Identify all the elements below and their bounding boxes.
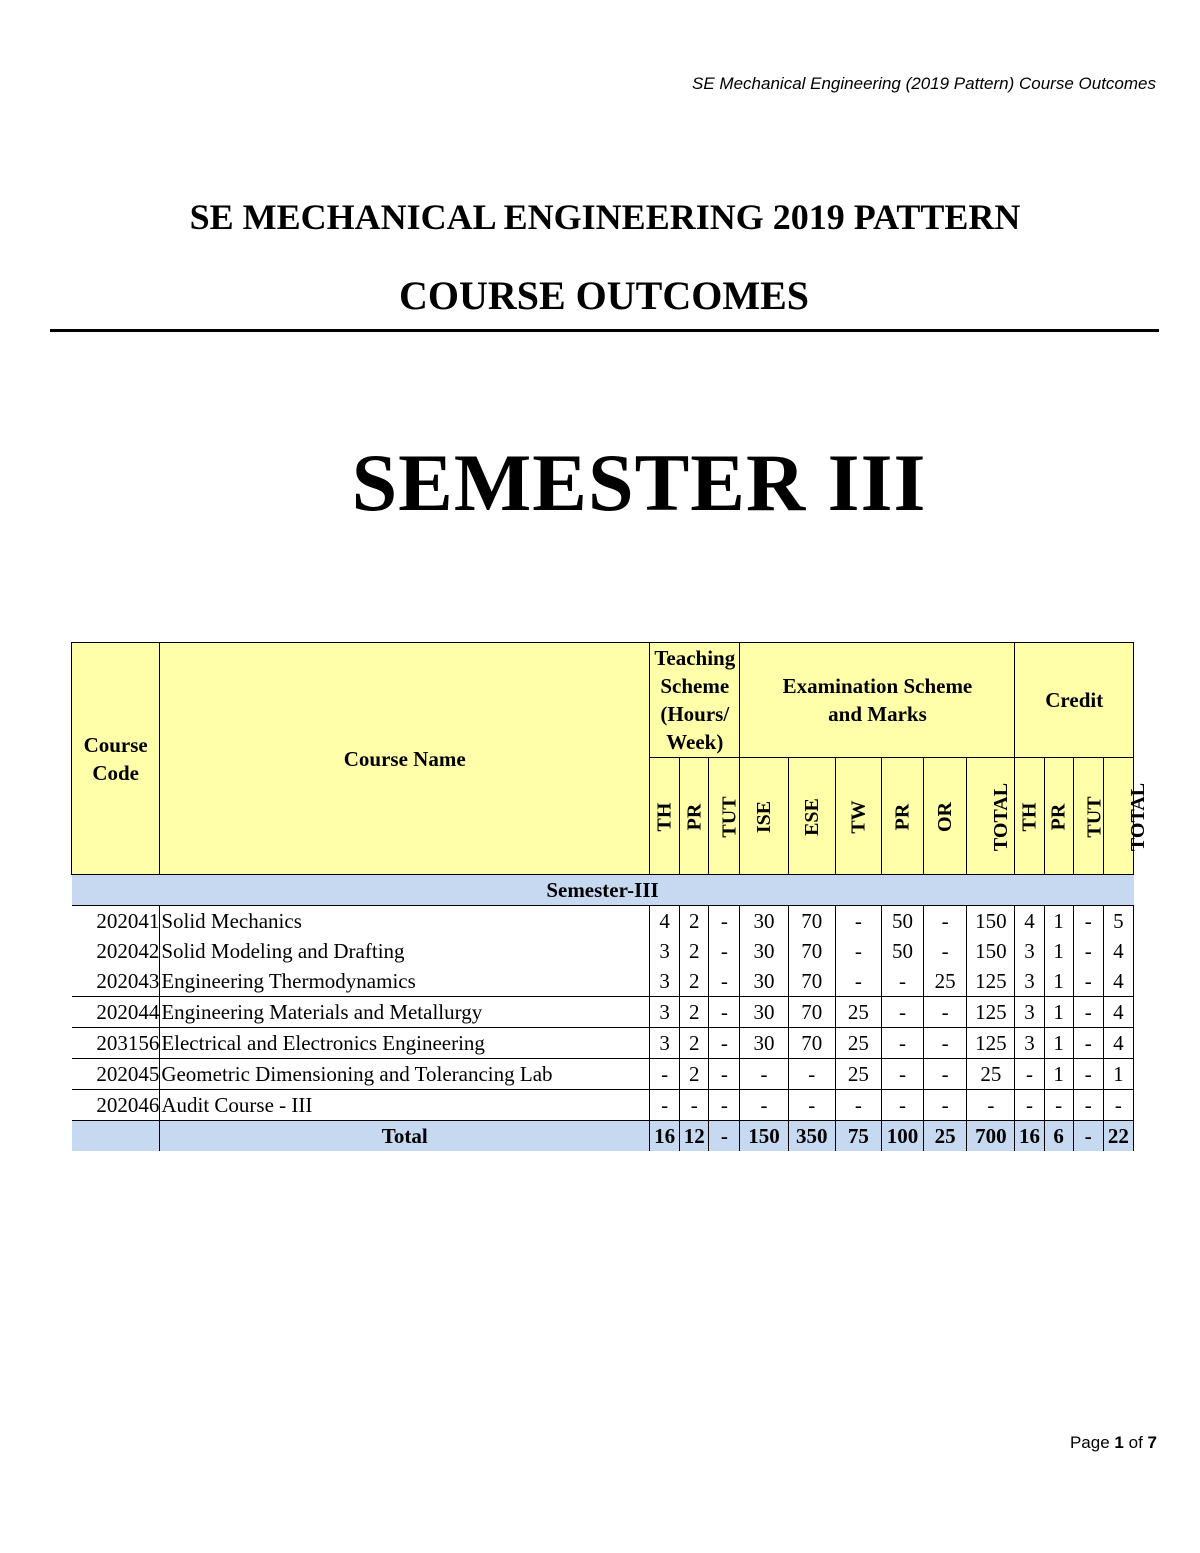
course-name: Engineering Materials and Metallurgy <box>160 997 650 1028</box>
total-cell: 75 <box>835 1121 881 1152</box>
course-name: Geometric Dimensioning and Tolerancing Lab <box>160 1059 650 1090</box>
total-cell: 16 <box>650 1121 680 1152</box>
course-code: 202043 <box>72 966 160 997</box>
course-code: 202044 <box>72 997 160 1028</box>
table-cell: 30 <box>740 966 788 997</box>
table-row <box>72 906 1134 937</box>
total-cell: 100 <box>881 1121 923 1152</box>
table-cell: - <box>881 997 923 1028</box>
table-cell: 70 <box>788 966 835 997</box>
table-cell: 1 <box>1044 936 1073 966</box>
table-cell: - <box>740 1059 788 1090</box>
total-cell: 12 <box>680 1121 709 1152</box>
table-cell: 150 <box>967 906 1015 937</box>
table-cell: 3 <box>650 1028 680 1059</box>
table-cell: 3 <box>1015 997 1044 1028</box>
table-cell: 4 <box>1103 997 1133 1028</box>
total-cell: - <box>1073 1121 1103 1152</box>
table-cell: 25 <box>924 966 967 997</box>
table-cell: - <box>835 1090 881 1121</box>
total-code-cell <box>72 1121 160 1152</box>
table-cell: 2 <box>680 906 709 937</box>
table-cell: - <box>1073 997 1103 1028</box>
table-cell: 4 <box>1103 936 1133 966</box>
table-cell: - <box>650 1059 680 1090</box>
total-cell: 25 <box>924 1121 967 1152</box>
table-cell: 2 <box>680 1028 709 1059</box>
table-cell: 70 <box>788 936 835 966</box>
total-cell: 22 <box>1103 1121 1133 1152</box>
table-cell: 30 <box>740 1028 788 1059</box>
table-cell: 150 <box>967 936 1015 966</box>
table-cell: - <box>835 906 881 937</box>
table-cell: 30 <box>740 997 788 1028</box>
header-teaching-th: TH <box>650 758 680 875</box>
table-cell: - <box>709 1028 740 1059</box>
table-cell: - <box>924 906 967 937</box>
table-cell: 25 <box>967 1059 1015 1090</box>
header-credit-th: TH <box>1015 758 1044 875</box>
table-cell: - <box>709 1090 740 1121</box>
header-exam-or: OR <box>924 758 967 875</box>
total-cell: 16 <box>1015 1121 1044 1152</box>
table-row <box>72 1090 1134 1121</box>
table-cell: - <box>924 997 967 1028</box>
table-cell: 1 <box>1044 1028 1073 1059</box>
table-cell: 125 <box>967 1028 1015 1059</box>
table-cell: - <box>1103 1090 1133 1121</box>
total-cell: 350 <box>788 1121 835 1152</box>
table-cell: 50 <box>881 906 923 937</box>
header-exam-ise: ISE <box>740 758 788 875</box>
table-cell: - <box>788 1059 835 1090</box>
document-subtitle: COURSE OUTCOMES <box>398 273 810 318</box>
table-cell: 70 <box>788 1028 835 1059</box>
table-cell: - <box>1073 936 1103 966</box>
header-exam-total: TOTAL <box>967 758 1015 875</box>
header-teaching-tut: TUT <box>709 758 740 875</box>
total-label: Total <box>160 1121 650 1152</box>
header-exam-scheme: Examination Scheme and Marks <box>740 643 1015 758</box>
table-cell: 1 <box>1044 997 1073 1028</box>
table-cell: - <box>709 1059 740 1090</box>
header-exam-ese: ESE <box>788 758 835 875</box>
table-cell: - <box>835 936 881 966</box>
table-cell: - <box>835 966 881 997</box>
table-cell: - <box>881 1028 923 1059</box>
table-cell: - <box>680 1090 709 1121</box>
table-cell: - <box>709 936 740 966</box>
table-cell: 25 <box>835 1028 881 1059</box>
table-cell: 2 <box>680 1059 709 1090</box>
table-cell: - <box>924 1059 967 1090</box>
table-cell: - <box>1073 1059 1103 1090</box>
table-cell: 4 <box>650 906 680 937</box>
table-cell: 3 <box>1015 966 1044 997</box>
table-cell: 50 <box>881 936 923 966</box>
table-row <box>72 1028 1134 1059</box>
header-credit-total: TOTAL <box>1103 758 1133 875</box>
table-cell: 1 <box>1103 1059 1133 1090</box>
course-name: Audit Course - III <box>160 1090 650 1121</box>
table-cell: - <box>881 966 923 997</box>
course-name: Engineering Thermodynamics <box>160 966 650 997</box>
table-cell: 2 <box>680 997 709 1028</box>
document-title: SE MECHANICAL ENGINEERING 2019 PATTERN <box>189 197 1021 237</box>
table-cell: 3 <box>650 936 680 966</box>
header-credit-tut: TUT <box>1073 758 1103 875</box>
header-credit: Credit <box>1015 643 1134 758</box>
table-cell: 125 <box>967 997 1015 1028</box>
table-cell: 2 <box>680 966 709 997</box>
table-cell: 1 <box>1044 1059 1073 1090</box>
course-code: 202046 <box>72 1090 160 1121</box>
table-cell: 2 <box>680 936 709 966</box>
table-cell: - <box>924 936 967 966</box>
table-cell: - <box>1073 966 1103 997</box>
header-course-code: Course Code <box>72 643 160 875</box>
header-course-name: Course Name <box>160 643 650 875</box>
table-cell: - <box>924 1028 967 1059</box>
header-credit-pr: PR <box>1044 758 1073 875</box>
table-cell: 3 <box>650 966 680 997</box>
table-row <box>72 936 1134 966</box>
table-cell: - <box>650 1090 680 1121</box>
header-exam-tw: TW <box>835 758 881 875</box>
course-name: Solid Modeling and Drafting <box>160 936 650 966</box>
semester-heading: SEMESTER III <box>351 437 927 528</box>
table-cell: - <box>881 1090 923 1121</box>
table-cell: - <box>1044 1090 1073 1121</box>
table-cell: - <box>1073 1028 1103 1059</box>
total-cell: 150 <box>740 1121 788 1152</box>
title-divider <box>50 329 1159 332</box>
course-name: Solid Mechanics <box>160 906 650 937</box>
table-cell: - <box>924 1090 967 1121</box>
table-cell: 1 <box>1044 966 1073 997</box>
table-cell: 70 <box>788 997 835 1028</box>
table-cell: 4 <box>1103 1028 1133 1059</box>
table-cell: - <box>709 966 740 997</box>
table-cell: 1 <box>1044 906 1073 937</box>
table-cell: - <box>881 1059 923 1090</box>
table-row <box>72 1059 1134 1090</box>
table-cell: 30 <box>740 906 788 937</box>
scheme-table <box>71 642 1149 1151</box>
table-cell: 4 <box>1015 906 1044 937</box>
table-cell: - <box>1015 1059 1044 1090</box>
table-row <box>72 966 1134 997</box>
table-cell: 4 <box>1103 966 1133 997</box>
table-cell: 125 <box>967 966 1015 997</box>
table-cell: 70 <box>788 906 835 937</box>
table-cell: - <box>967 1090 1015 1121</box>
table-cell: 30 <box>740 936 788 966</box>
table-cell: 3 <box>650 997 680 1028</box>
course-code: 202045 <box>72 1059 160 1090</box>
table-cell: - <box>709 997 740 1028</box>
course-code: 203156 <box>72 1028 160 1059</box>
running-header: SE Mechanical Engineering (2019 Pattern) Course Outcomes <box>692 74 1156 93</box>
table-cell: 25 <box>835 1059 881 1090</box>
total-cell: 6 <box>1044 1121 1073 1152</box>
table-cell: - <box>1073 906 1103 937</box>
header-teaching-pr: PR <box>680 758 709 875</box>
table-cell: 3 <box>1015 1028 1044 1059</box>
table-cell: - <box>1015 1090 1044 1121</box>
header-exam-pr: PR <box>881 758 923 875</box>
total-cell: - <box>709 1121 740 1152</box>
table-row <box>72 997 1134 1028</box>
table-cell: - <box>709 906 740 937</box>
course-code: 202041 <box>72 906 160 937</box>
page-footer: Page 1 of 7 <box>1069 1433 1157 1452</box>
table-cell: - <box>788 1090 835 1121</box>
table-cell: 3 <box>1015 936 1044 966</box>
table-cell: 5 <box>1103 906 1133 937</box>
table-cell: 25 <box>835 997 881 1028</box>
header-teaching-scheme: Teaching Scheme (Hours/ Week) <box>650 643 740 758</box>
table-cell: - <box>740 1090 788 1121</box>
total-cell: 700 <box>967 1121 1015 1152</box>
section-label: Semester-III <box>72 875 1134 906</box>
table-cell: - <box>1073 1090 1103 1121</box>
course-name: Electrical and Electronics Engineering <box>160 1028 650 1059</box>
course-code: 202042 <box>72 936 160 966</box>
